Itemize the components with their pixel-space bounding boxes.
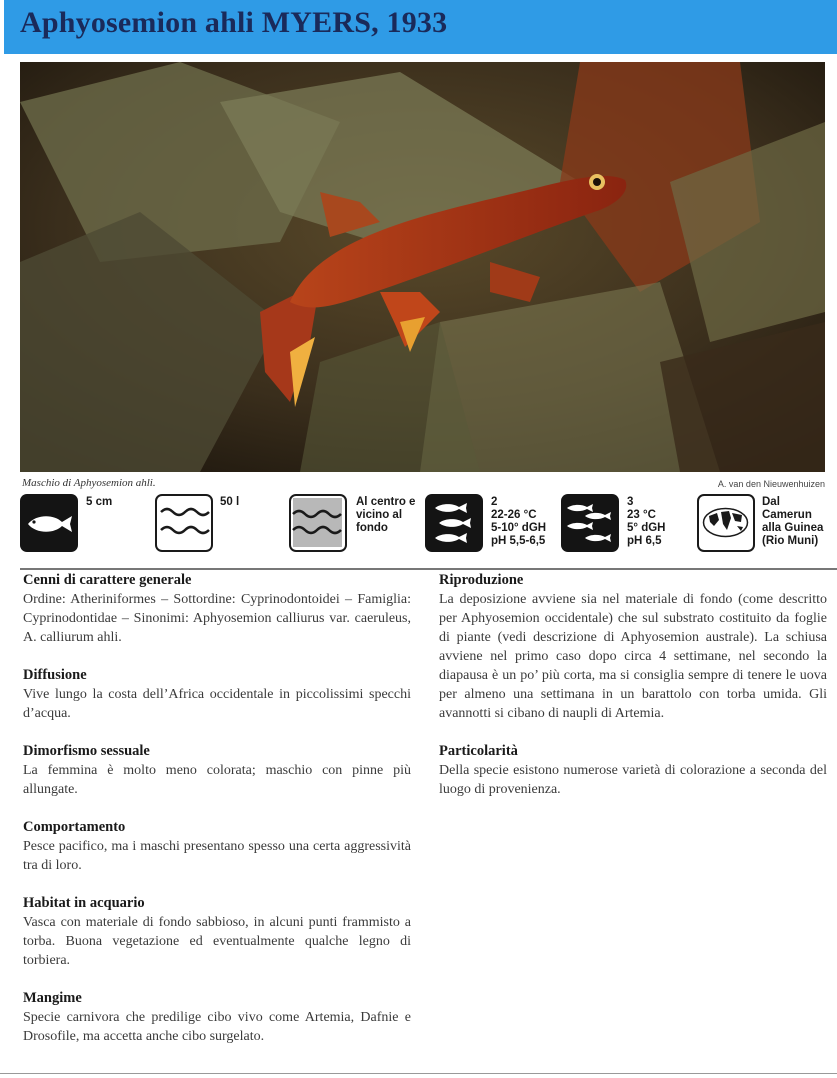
fish-size-icon bbox=[20, 494, 78, 552]
section-body: Pesce pacifico, ma i maschi presentano spesso una certa aggressività tra di loro. bbox=[23, 839, 411, 873]
section-distribution bbox=[23, 666, 411, 723]
tank-volume-icon bbox=[155, 494, 213, 552]
specs-icon-row bbox=[20, 494, 830, 556]
section-behavior bbox=[23, 818, 411, 875]
section-title: Diffusione bbox=[23, 667, 87, 683]
right-column bbox=[439, 571, 827, 818]
water-params-text-2: 3 23 °C 5° dGH pH 6,5 bbox=[627, 496, 666, 547]
section-reproduction bbox=[439, 571, 827, 723]
section-title: Habitat in acquario bbox=[23, 895, 145, 911]
photo-caption: Maschio di Aphyosemion ahli. bbox=[22, 477, 156, 489]
tank-volume-text: 50 l bbox=[220, 496, 240, 508]
water-params-icon-1 bbox=[425, 494, 483, 552]
section-divider bbox=[20, 568, 837, 570]
section-general bbox=[23, 571, 411, 647]
swim-zone-text: Al centro e vicino al fondo bbox=[356, 496, 416, 534]
section-title: Dimorfismo sessuale bbox=[23, 743, 150, 759]
title-bar bbox=[4, 0, 837, 54]
fish-size-text: 5 cm bbox=[86, 496, 113, 508]
photo-credit: A. van den Nieuwenhuizen bbox=[717, 479, 825, 489]
section-body: Vasca con materiale di fondo sabbioso, in alcuni punti frammisto a torba. Buona vegetazione ed eventualmente qualche legno di torbiera. bbox=[23, 915, 411, 968]
section-body: La femmina è molto meno colorata; maschio con pinne più allungate. bbox=[23, 763, 411, 797]
section-body: Vive lungo la costa dell’Africa occidentale in piccolissimi specchi d’acqua. bbox=[23, 687, 411, 721]
world-map-icon bbox=[697, 494, 755, 552]
section-title: Riproduzione bbox=[439, 572, 524, 588]
section-title: Particolarità bbox=[439, 743, 518, 759]
section-title: Cenni di carattere generale bbox=[23, 572, 192, 588]
section-body: La deposizione avviene sia nel materiale di fondo (come descritto per Aphyosemion occidentale) che sul substrato costituito da foglie di piante (vedi descrizione di Aphyosemion australe). La schiusa avviene nel primo caso dopo circa 4 settimane, nel secondo la diapausa è un po’ più corta, ma si consiglia sempre di tenere le uova per almeno una settimana in un barattolo con torba umida. Gli avannotti si cibano di naupli di Artemia. bbox=[439, 592, 827, 721]
section-body: Della specie esistono numerose varietà di colorazione a seconda del luogo di provenienza. bbox=[439, 763, 827, 797]
fish-photo bbox=[20, 62, 825, 472]
left-column bbox=[23, 571, 411, 1065]
section-title: Comportamento bbox=[23, 819, 126, 835]
section-body: Ordine: Atheriniformes – Sottordine: Cyprinodontoidei – Famiglia: Cyprinodontidae – Sinonimi: Aphyosemion calliurus var. caeruleus, A. calliurum ahli. bbox=[23, 592, 411, 645]
section-food bbox=[23, 989, 411, 1046]
swim-zone-icon bbox=[289, 494, 347, 552]
section-title: Mangime bbox=[23, 990, 82, 1006]
water-params-icon-2 bbox=[561, 494, 619, 552]
section-body: Specie carnivora che predilige cibo vivo come Artemia, Dafnie e Drosofile, ma accetta anche cibo surgelato. bbox=[23, 1010, 411, 1044]
bottom-rule bbox=[0, 1073, 837, 1074]
section-dimorphism bbox=[23, 742, 411, 799]
section-particulars bbox=[439, 742, 827, 799]
page-title: Aphyosemion ahli MYERS, 1933 bbox=[20, 6, 448, 39]
origin-text: Dal Camerun alla Guinea (Rio Muni) bbox=[762, 496, 824, 547]
water-params-text-1: 2 22-26 °C 5-10° dGH pH 5,5-6,5 bbox=[491, 496, 547, 547]
section-habitat bbox=[23, 894, 411, 970]
